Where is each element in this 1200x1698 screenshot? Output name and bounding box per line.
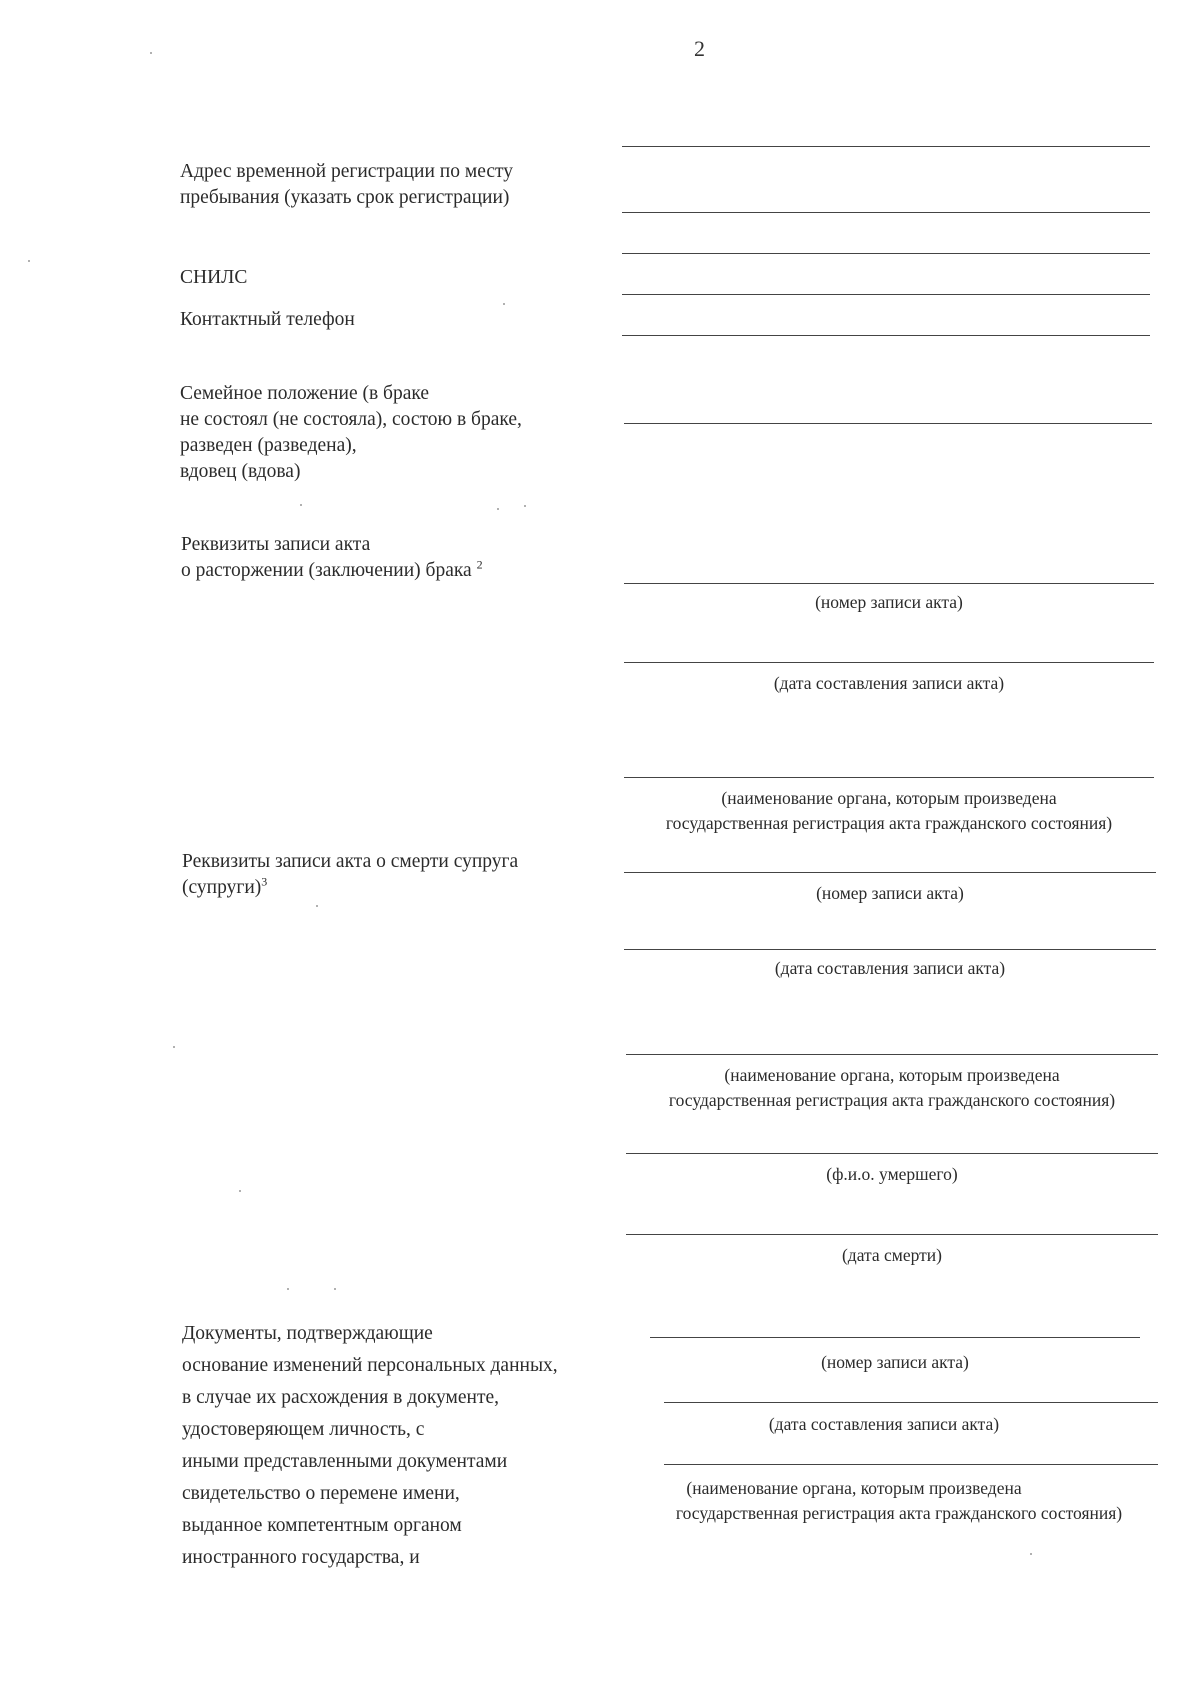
marital-status-line[interactable] <box>624 423 1152 424</box>
scan-speck <box>173 1046 175 1048</box>
temp-registration-label: Адрес временной регистрации по месту пребывания (указать срок регистрации) <box>180 161 514 208</box>
footnote-2: 2 <box>476 557 483 572</box>
snils-line[interactable] <box>622 294 1150 295</box>
documents-authority-caption: (наименование органа, которым произведена государственная регистрация акта гражданского состояния) <box>675 1478 1123 1523</box>
deceased-name-line[interactable] <box>626 1153 1158 1154</box>
page-number: 2 <box>694 36 705 61</box>
scan-speck <box>316 905 318 907</box>
death-record-authority-caption: (наименование органа, которым произведена государственная регистрация акта гражданского состояния) <box>668 1065 1116 1110</box>
scan-speck <box>287 1288 289 1290</box>
temp-registration-line-3[interactable] <box>622 253 1150 254</box>
marriage-record-number-line[interactable] <box>624 583 1154 584</box>
death-date-caption: (дата смерти) <box>841 1245 943 1265</box>
scan-speck <box>524 505 526 507</box>
documents-date-caption: (дата составления записи акта) <box>768 1414 1000 1434</box>
documents-number-line[interactable] <box>650 1337 1140 1338</box>
deceased-name-caption: (ф.и.о. умершего) <box>826 1164 958 1184</box>
snils-label: СНИЛС <box>180 267 248 288</box>
death-record-date-caption: (дата составления записи акта) <box>774 958 1006 978</box>
death-record-date-line[interactable] <box>624 949 1156 950</box>
scan-speck <box>150 52 152 54</box>
marriage-record-date-caption: (дата составления записи акта) <box>773 673 1005 693</box>
death-date-line[interactable] <box>626 1234 1158 1235</box>
documents-number-caption: (номер записи акта) <box>821 1352 969 1372</box>
marriage-record-date-line[interactable] <box>624 662 1154 663</box>
documents-authority-line[interactable] <box>664 1464 1158 1465</box>
phone-label: Контактный телефон <box>180 309 355 330</box>
marital-status-label: Семейное положение (в браке не состоял (не состояла), состою в браке, разведен (разведена), вдовец (вдова) <box>180 383 522 482</box>
death-record-number-caption: (номер записи акта) <box>816 883 964 903</box>
death-record-authority-line[interactable] <box>626 1054 1158 1055</box>
death-record-label: Реквизиты записи акта о смерти супруга (супруги)$^3$ <box>182 851 519 898</box>
marriage-record-number-caption: (номер записи акта) <box>815 592 963 612</box>
phone-line[interactable] <box>622 335 1150 336</box>
scan-speck <box>334 1288 336 1290</box>
scan-speck <box>300 504 302 506</box>
temp-registration-line-1[interactable] <box>622 146 1150 147</box>
temp-registration-line-2[interactable] <box>622 212 1150 213</box>
death-record-number-line[interactable] <box>624 872 1156 873</box>
marriage-record-label: Реквизиты записи акта о расторжении (заключении) брака $^2$ <box>181 534 483 581</box>
marriage-record-authority-caption: (наименование органа, которым произведена государственная регистрация акта гражданского состояния) <box>665 788 1113 833</box>
scan-speck <box>497 508 499 510</box>
marriage-record-authority-line[interactable] <box>624 777 1154 778</box>
scan-speck <box>239 1190 241 1192</box>
scan-speck <box>503 303 505 305</box>
documents-date-line[interactable] <box>664 1402 1158 1403</box>
documents-label: Документы, подтверждающие основание изменений персональных данных, в случае их расхождения в документе, удостоверяющем личность, с иными представленными документами свидетельство о перемене имени, выданное компетентным органом иностранного государства, и <box>182 1323 558 1568</box>
footnote-3: 3 <box>261 874 268 889</box>
scan-speck <box>1030 1553 1032 1555</box>
scan-speck <box>28 260 30 262</box>
